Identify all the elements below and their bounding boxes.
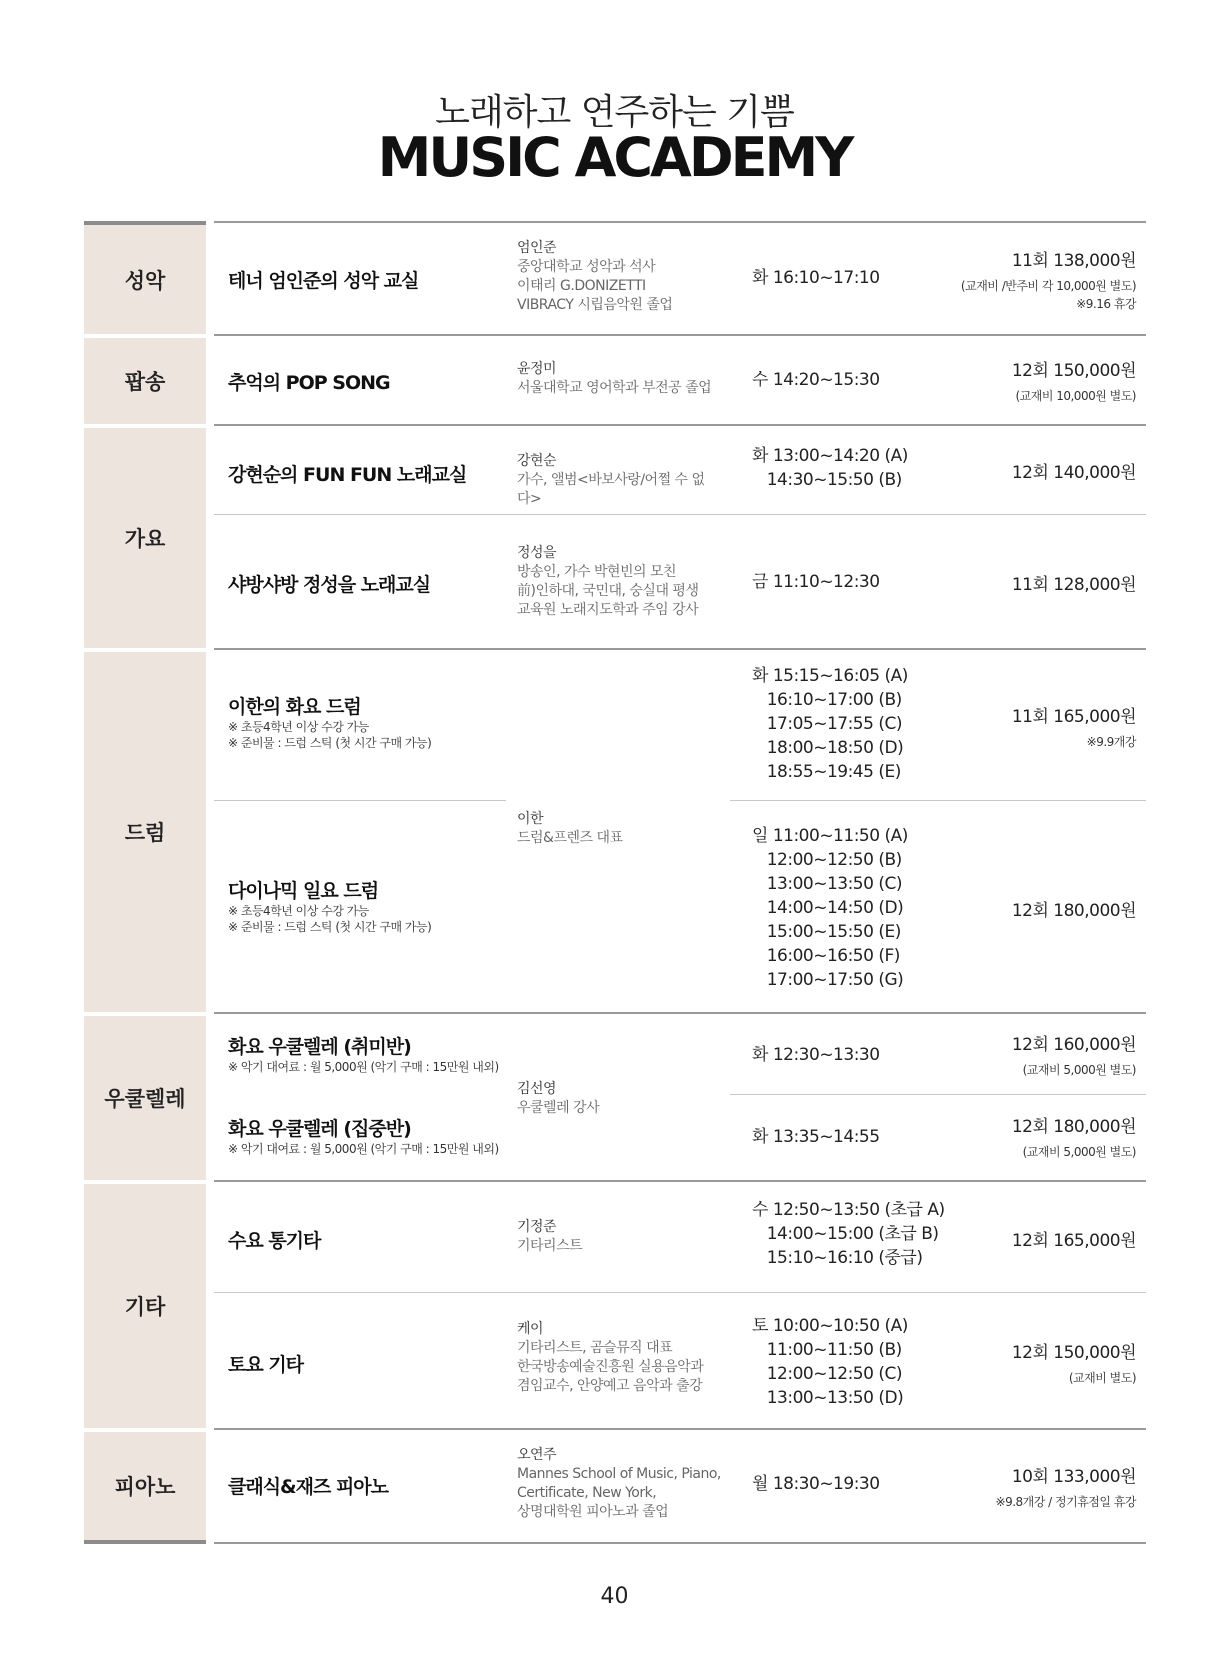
course-note: ※ 준비물 : 드럼 스틱 (첫 시간 구매 가능) [228,736,432,750]
page-title: MUSIC ACADEMY [377,126,852,189]
course-title: 화요 우쿨렐레 (취미반) [228,1036,411,1058]
schedule-slot: 15:00~15:50 (E) [752,922,901,942]
page-number: 40 [600,1584,629,1609]
price-note [876,387,1136,405]
course-name: 토요 기타 [228,1354,304,1376]
instructor-name: 오연주 [517,1447,557,1463]
schedule-slot: 18:55~19:45 (E) [752,762,901,782]
instructor-info [517,1320,717,1396]
price-note [876,277,1136,313]
schedule-slot: 12:00~12:50 (B) [752,850,902,870]
instructor-name: 이한 [517,811,544,827]
instructor-name: 김선영 [517,1081,557,1097]
divider [214,1292,1146,1293]
course-title: 다이나믹 일요 드럼 [228,880,379,902]
schedule-slot: 17:05~17:55 (C) [752,714,902,734]
divider [730,800,1146,801]
price-main: 11회 138,000원 [1011,251,1136,271]
divider [214,1012,1146,1014]
instructor-bio: 前)인하대, 국민대, 숭실대 평생 [517,583,699,599]
price [876,1338,1136,1387]
price-main: 12회 180,000원 [1011,1117,1136,1137]
course-note: ※ 악기 대여료 : 월 5,000원 (악기 구매 : 15만원 내외) [228,1142,499,1156]
course-name: 추억의 POP SONG [228,372,390,394]
category-label: 가요 [84,428,206,648]
course-note: ※ 준비물 : 드럼 스틱 (첫 시간 구매 가능) [228,920,432,934]
category-label: 우쿨렐레 [84,1016,206,1180]
schedule-slot: 토 10:00~10:50 (A) [752,1316,908,1336]
price-main: 12회 160,000원 [1011,1035,1136,1055]
price-main: 12회 150,000원 [1011,1343,1136,1363]
schedule-slot: 18:00~18:50 (D) [752,738,904,758]
price [876,570,1136,595]
instructor-info [517,1080,717,1118]
price [876,1112,1136,1161]
course-name: 샤방샤방 정성을 노래교실 [228,574,431,596]
schedule-slot: 금 11:10~12:30 [752,572,880,592]
instructor-name: 엄인준 [517,240,557,256]
category-label: 드럼 [84,652,206,1012]
schedule-slot: 수 12:50~13:50 (초급 A) [752,1200,945,1220]
price-main: 11회 128,000원 [1011,575,1136,595]
section-vocal [0,221,1229,334]
price-note-line: (교재비 /반주비 각 10,000원 별도) [960,279,1136,293]
divider [214,221,1146,223]
price-note [876,1369,1136,1387]
instructor-name: 윤정미 [517,361,557,377]
instructor-bio: 우쿨렐레 강사 [517,1100,600,1116]
course-name: 강현순의 FUN FUN 노래교실 [228,464,467,486]
section-guitar [0,1180,1229,1428]
instructor-name: 케이 [517,1321,544,1337]
instructor-name: 기정준 [517,1219,557,1235]
price-main: 11회 165,000원 [1011,707,1136,727]
price-note-line: ※9.8개강 / 정기휴점일 휴강 [995,1495,1136,1509]
course-note: ※ 악기 대여료 : 월 5,000원 (악기 구매 : 15만원 내외) [228,1060,499,1074]
schedule-slot: 11:00~11:50 (B) [752,1340,902,1360]
price-note [876,733,1136,751]
instructor-name: 강현순 [517,453,557,469]
instructor-info [517,239,717,315]
price-note-line: ※9.9개강 [1086,735,1136,749]
schedule-slot: 월 18:30~19:30 [752,1474,880,1494]
price-main: 12회 165,000원 [1011,1231,1136,1251]
instructor-info [517,360,717,398]
instructor-info [517,452,717,509]
section-popsong [0,334,1229,424]
instructor-info [517,1218,717,1256]
category-label: 기타 [84,1184,206,1428]
schedule-slot: 13:00~13:50 (C) [752,874,902,894]
course-name: 클래식&재즈 피아노 [228,1476,389,1498]
price-note [876,1061,1136,1079]
section-ukulele [0,1012,1229,1180]
instructor-bio: 한국방송예술진흥원 실용음악과 [517,1359,704,1375]
course-name [228,692,508,751]
instructor-info [517,1446,727,1522]
course-note: ※ 초등4학년 이상 수강 가능 [228,720,369,734]
price [876,246,1136,313]
course-name: 테너 엄인준의 성악 교실 [228,270,419,292]
divider [214,1542,1146,1544]
category-label: 팝송 [84,338,206,424]
price-note-line: (교재비 5,000원 별도) [1022,1145,1136,1159]
schedule-slot: 일 11:00~11:50 (A) [752,826,908,846]
section-kpop [0,424,1229,648]
price [876,1226,1136,1251]
price [876,458,1136,483]
price [876,1462,1136,1511]
instructor-bio: 중앙대학교 성악과 석사 [517,259,656,275]
price [876,356,1136,405]
price [876,1030,1136,1079]
schedule-slot: 화 13:00~14:20 (A) [752,446,908,466]
schedule-slot: 화 16:10~17:10 [752,268,880,288]
price-note-line: ※9.16 휴강 [1076,297,1136,311]
price-main: 12회 140,000원 [1011,463,1136,483]
category-label: 성악 [84,221,206,334]
instructor-bio: 기타리스트, 곰슬뮤직 대표 [517,1340,673,1356]
course-note: ※ 초등4학년 이상 수강 가능 [228,904,369,918]
course-name [228,1032,528,1075]
instructor-bio: 드럼&프렌즈 대표 [517,830,623,846]
instructor-bio: 방송인, 가수 박현빈의 모친 [517,564,677,580]
divider [214,514,1146,515]
schedule-slot: 16:10~17:00 (B) [752,690,902,710]
instructor-bio: Mannes School of Music, Piano, [517,1466,721,1482]
instructor-bio: 기타리스트 [517,1238,583,1254]
price-main: 12회 180,000원 [1011,901,1136,921]
schedule-slot: 13:00~13:50 (D) [752,1388,904,1408]
instructor-bio: Certificate, New York, [517,1485,657,1501]
course-name [228,1114,528,1157]
divider [214,334,1146,336]
divider [214,424,1146,426]
schedule-slot: 화 12:30~13:30 [752,1045,880,1065]
page-subtitle: 노래하고 연주하는 기쁨 [435,92,794,133]
price-note-line: (교재비 5,000원 별도) [1022,1063,1136,1077]
instructor-bio: 상명대학원 피아노과 졸업 [517,1504,669,1520]
schedule-slot: 화 13:35~14:55 [752,1127,880,1147]
category-label: 피아노 [84,1432,206,1544]
course-title: 이한의 화요 드럼 [228,696,361,718]
instructor-name: 정성을 [517,545,557,561]
section-piano [0,1428,1229,1544]
schedule-slot: 17:00~17:50 (G) [752,970,904,990]
instructor-bio: 겸임교수, 안양예고 음악과 출강 [517,1378,703,1394]
price [876,702,1136,751]
divider [214,1180,1146,1182]
divider [730,1094,1146,1095]
schedule-slot: 15:10~16:10 (중급) [752,1248,923,1268]
price-main: 10회 133,000원 [1011,1467,1136,1487]
instructor-bio: 가수, 앨범<바보사랑/어쩔 수 없다> [517,472,705,507]
price [876,896,1136,921]
instructor-info [517,544,717,620]
schedule-slot: 16:00~16:50 (F) [752,946,900,966]
course-title: 화요 우쿨렐레 (집중반) [228,1118,411,1140]
price-note [876,1493,1136,1511]
divider [214,1428,1146,1430]
divider [214,648,1146,650]
instructor-bio: 이태리 G.DONIZETTI [517,278,646,294]
schedule-slot: 12:00~12:50 (C) [752,1364,902,1384]
price-note [876,1143,1136,1161]
schedule-slot: 수 14:20~15:30 [752,370,880,390]
course-name: 수요 통기타 [228,1230,321,1252]
instructor-bio: VIBRACY 시립음악원 졸업 [517,297,673,313]
schedule-slot: 14:30~15:50 (B) [752,470,902,490]
section-drum [0,648,1229,1012]
divider [214,800,506,801]
instructor-bio: 교육원 노래지도학과 주임 강사 [517,602,699,618]
instructor-info [517,810,717,848]
price-note-line: (교재비 별도) [1068,1371,1136,1385]
schedule-slot: 14:00~14:50 (D) [752,898,904,918]
instructor-bio: 서울대학교 영어학과 부전공 졸업 [517,380,712,396]
schedule-slot: 화 15:15~16:05 (A) [752,666,908,686]
price-main: 12회 150,000원 [1011,361,1136,381]
schedule-slot: 14:00~15:00 (초급 B) [752,1224,939,1244]
course-name [228,876,508,935]
price-note-line: (교재비 10,000원 별도) [1015,389,1136,403]
